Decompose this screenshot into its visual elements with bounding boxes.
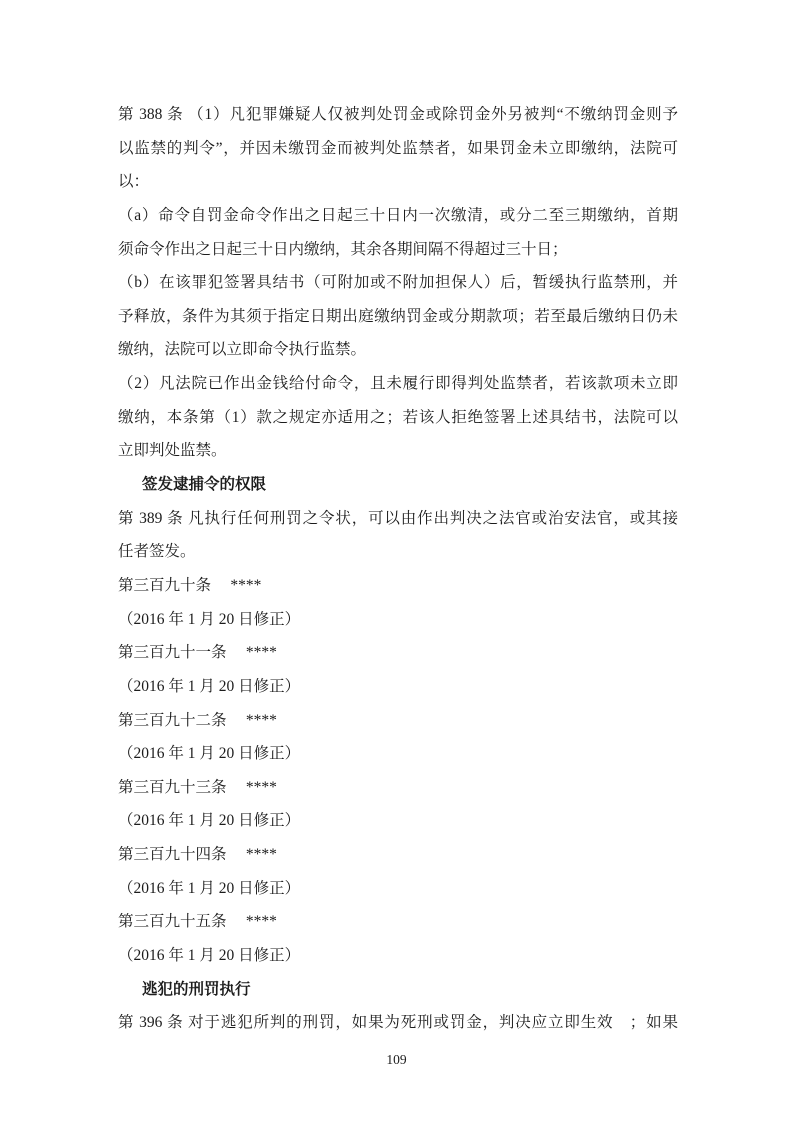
text-line: 第三百九十条 **** — [118, 576, 262, 594]
text-line: 以： — [118, 173, 150, 191]
text-line: 缴纳，法院可以立即命令执行监禁。 — [118, 341, 367, 359]
page-number: 109 — [386, 1052, 407, 1067]
section-heading: 逃犯的刑罚执行 — [142, 980, 251, 998]
text-line: （a）命令自罚金命令作出之日起三十日内一次缴清，或分二至三期缴纳，首期 — [118, 206, 678, 224]
text-line: 须命令作出之日起三十日内缴纳，其余各期间隔不得超过三十日； — [118, 240, 568, 258]
text-column — [118, 98, 678, 1040]
text-line: 第三百九十一条 **** — [118, 644, 277, 662]
text-line: （2016 年 1 月 20 日修正） — [118, 610, 301, 628]
text-line: 任者签发。 — [118, 543, 196, 561]
text-line: 缴纳，本条第（1）款之规定亦适用之；若该人拒绝签署上述具结书，法院可以 — [118, 408, 678, 426]
text-line: 第三百九十五条 **** — [118, 913, 277, 931]
text-line: （2016 年 1 月 20 日修正） — [118, 947, 301, 965]
text-line: （2016 年 1 月 20 日修正） — [118, 745, 301, 763]
text-line: 以监禁的判令”，并因未缴罚金而被判处监禁者，如果罚金未立即缴纳，法院可 — [118, 139, 678, 157]
text-line: （2016 年 1 月 20 日修正） — [118, 812, 301, 830]
text-line: 予释放，条件为其须于指定日期出庭缴纳罚金或分期款项；若至最后缴纳日仍未 — [118, 307, 678, 325]
text-line: 第三百九十三条 **** — [118, 778, 277, 796]
text-line: （b）在该罪犯签署具结书（可附加或不附加担保人）后，暂缓执行监禁刑，并 — [118, 274, 678, 292]
text-line: 第 396 条 对于逃犯所判的刑罚，如果为死刑或罚金，判决应立即生效 ；如果 — [118, 1014, 678, 1032]
section-heading: 签发逮捕令的权限 — [142, 476, 267, 494]
text-line: 第三百九十二条 **** — [118, 711, 277, 729]
text-line: 第 389 条 凡执行任何刑罚之令状，可以由作出判决之法官或治安法官，或其接 — [118, 509, 678, 527]
text-line: 第 388 条 （1）凡犯罪嫌疑人仅被判处罚金或除罚金外另被判“不缴纳罚金则予 — [118, 106, 678, 123]
text-line: （2）凡法院已作出金钱给付命令，且未履行即得判处监禁者，若该款项未立即 — [118, 375, 678, 393]
text-line: （2016 年 1 月 20 日修正） — [118, 677, 301, 695]
text-line: 第三百九十四条 **** — [118, 846, 277, 864]
text-line: （2016 年 1 月 20 日修正） — [118, 879, 301, 897]
text-line: 立即判处监禁。 — [118, 442, 227, 460]
